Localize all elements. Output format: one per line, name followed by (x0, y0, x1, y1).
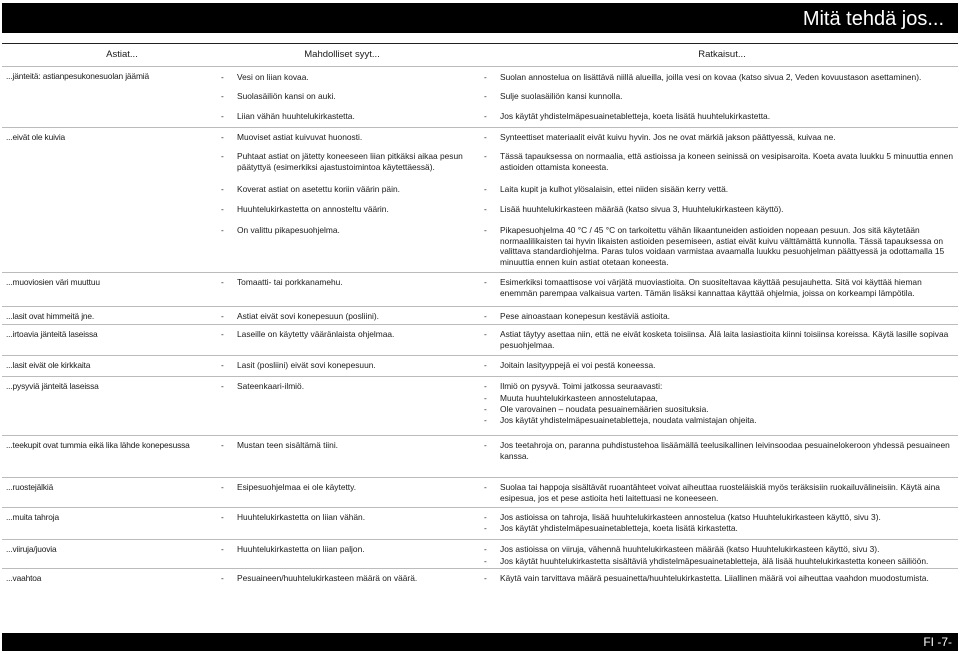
bullet-dash: - (484, 440, 487, 450)
table-row (2, 127, 958, 267)
cause-item-text: Huuhtelukirkastetta on liian paljon. (237, 544, 365, 554)
cause-item (221, 381, 483, 392)
bullet-dash: - (221, 111, 224, 121)
bullet-dash: - (221, 329, 224, 339)
problem-label: ...lasit eivät ole kirkkaita (6, 360, 91, 370)
solution-item-text: Joitain lasityyppejä ei voi pestä koneessa. (500, 360, 656, 370)
column-header-cause: Mahdolliset syyt... (304, 49, 380, 60)
solution-item-text: Jos astioissa on viiruja, vähennä huuhtelukirkasteen määrää (katso Huuhtelukirkasteen käyttö, sivu 3). (500, 544, 880, 554)
column-header-solution: Ratkaisut... (698, 49, 746, 60)
bullet-dash: - (221, 360, 224, 370)
cause-item (221, 440, 483, 451)
solution-item-text: Tässä tapauksessa on normaalia, että astioissa ja koneen seinissä on vesipisaroita. Koeta avata luukku 5 minuuttia ennen astioiden ottamista koneesta. (500, 151, 953, 172)
cause-item (221, 72, 483, 83)
cause-item (221, 329, 483, 340)
cause-item-text: Tomaatti- tai porkkanamehu. (237, 277, 343, 287)
column-header-problem: Astiat... (106, 49, 138, 60)
solution-item-text: Pese ainoastaan konepesun kestäviä astioita. (500, 311, 670, 321)
cause-item-text: Suolasäiliön kansi on auki. (237, 91, 336, 101)
problem-label: ...muita tahroja (6, 512, 59, 522)
table-row (2, 306, 958, 321)
table-row (2, 272, 958, 298)
solution-item (484, 184, 954, 195)
cause-item (221, 225, 483, 236)
troubleshooting-table (2, 43, 958, 583)
table-row (2, 324, 958, 350)
bullet-dash: - (221, 440, 224, 450)
cause-item-text: On valittu pikapesuohjelma. (237, 225, 340, 235)
table-row (2, 435, 958, 461)
bullet-dash: - (221, 311, 224, 321)
table-row (2, 539, 958, 566)
cause-item-text: Laseille on käytetty vääränlaista ohjelmaa. (237, 329, 395, 339)
solution-item (484, 556, 954, 567)
bullet-dash: - (221, 151, 224, 161)
cause-item-text: Vesi on liian kovaa. (237, 72, 309, 82)
bullet-dash: - (221, 381, 224, 391)
bullet-dash: - (221, 132, 224, 142)
cause-item (221, 132, 483, 143)
cause-item-text: Puhtaat astiat on jätetty koneeseen liian pitkäksi aikaa pesun päätyttyä (esimerkiksi ajastustoimintoa käytettäessä). (237, 151, 463, 172)
solution-item-text: Ole varovainen – noudata pesuainemäärien suosituksia. (500, 404, 709, 414)
bullet-dash: - (484, 360, 487, 370)
bullet-dash: - (484, 556, 487, 566)
solution-item (484, 393, 954, 404)
cause-item (221, 360, 483, 371)
problem-label: ...irtoavia jänteitä laseissa (6, 329, 98, 339)
solution-item-text: Lisää huuhtelukirkasteen määrää (katso sivua 3, Huuhtelukirkasteen käyttö). (500, 204, 784, 214)
problem-label: ...lasit ovat himmeitä jne. (6, 311, 95, 321)
bullet-dash: - (221, 482, 224, 492)
solution-item-text: Sulje suolasäiliön kansi kunnolla. (500, 91, 623, 101)
cause-item-text: Huuhtelukirkastetta on liian vähän. (237, 512, 366, 522)
solution-item (484, 132, 954, 143)
cause-item-text: Sateenkaari-ilmiö. (237, 381, 305, 391)
cause-item (221, 544, 483, 555)
solution-item (484, 111, 954, 122)
bullet-dash: - (484, 393, 487, 403)
cause-item-text: Huuhtelukirkastetta on annosteltu väärin. (237, 204, 389, 214)
bullet-dash: - (484, 225, 487, 235)
problem-label: ...muoviosien väri muuttuu (6, 277, 100, 287)
solution-item (484, 204, 954, 215)
solution-item (484, 381, 954, 392)
bullet-dash: - (221, 225, 224, 235)
solution-item (484, 573, 954, 584)
solution-item-text: Jos käytät huuhtelukirkastetta sisältäviä yhdistelmäpesuainetabletteja, älä lisää huuhtelukirkastetta koneen säiliöön. (500, 556, 929, 566)
bullet-dash: - (484, 381, 487, 391)
bullet-dash: - (221, 512, 224, 522)
bullet-dash: - (221, 573, 224, 583)
bullet-dash: - (484, 204, 487, 214)
table-row (2, 568, 958, 583)
solution-item (484, 440, 954, 461)
solution-item (484, 91, 954, 102)
solution-item (484, 482, 954, 503)
solution-item (484, 151, 954, 172)
solution-item (484, 523, 954, 534)
footer-bar (2, 633, 958, 651)
solution-item-text: Jos astioissa on tahroja, lisää huuhtelukirkasteen annostelua (katso Huuhtelukirkasteen käyttö, sivu 3). (500, 512, 881, 522)
table-row (2, 507, 958, 533)
cause-item (221, 573, 483, 584)
solution-item (484, 311, 954, 322)
problem-label: ...pysyviä jänteitä laseissa (6, 381, 99, 391)
solution-item (484, 512, 954, 523)
bullet-dash: - (484, 184, 487, 194)
bullet-dash: - (484, 311, 487, 321)
bullet-dash: - (484, 329, 487, 339)
page-title: Mitä tehdä jos... (802, 8, 944, 30)
cause-item-text: Liian vähän huuhtelukirkastetta. (237, 111, 355, 121)
solution-item (484, 225, 954, 267)
cause-item-text: Muoviset astiat kuivuvat huonosti. (237, 132, 363, 142)
solution-item-text: Jos käytät yhdistelmäpesuainetabletteja, noudata valmistajan ohjeita. (500, 415, 757, 425)
solution-item (484, 329, 954, 350)
solution-item (484, 360, 954, 371)
bullet-dash: - (221, 72, 224, 82)
cause-item (221, 482, 483, 493)
solution-item-text: Jos teetahroja on, paranna puhdistustehoa lisäämällä teelusikallinen leivinsoodaa pesuainelokeroon yhdessä pesuaineen kanssa. (500, 440, 950, 461)
solution-item-text: Pikapesuohjelma 40 °C / 45 °C on tarkoitettu vähän likaantuneiden astioiden nopeaan pesuun. Jos sitä käytetään normaalilikaisten tai hyvin likaisten astioiden pesemiseen, astiat eivät kuivu välttämättä kunnolla. Tässä tapauksessa on valittava standardiohjelma. Paras tulos voidaan varmistaa avaamalla luukku pesuohjelman päättyessä ja odottamalla 15 minuuttia ennen kuin astiat otetaan koneesta. (500, 225, 945, 267)
bullet-dash: - (484, 415, 487, 425)
bullet-dash: - (484, 512, 487, 522)
solution-item-text: Suolan annostelua on lisättävä niillä alueilla, joilla vesi on kovaa (katso sivua 2, Veden kovuustason asettaminen). (500, 72, 922, 82)
solution-item (484, 404, 954, 415)
bullet-dash: - (484, 111, 487, 121)
problem-label: ...viiruja/juovia (6, 544, 57, 554)
bullet-dash: - (484, 482, 487, 492)
cause-item-text: Lasit (posliini) eivät sovi konepesuun. (237, 360, 376, 370)
cause-item-text: Astiat eivät sovi konepesuun (posliini). (237, 311, 379, 321)
solution-item-text: Käytä vain tarvittava määrä pesuainetta/huuhtelukirkastetta. Liiallinen määrä voi aiheuttaa vaahdon muodostumista. (500, 573, 929, 583)
solution-item (484, 544, 954, 555)
problem-label: ...jänteitä: astianpesukonesuolan jäämiä (6, 71, 149, 81)
cause-item (221, 277, 483, 288)
solution-item-text: Esimerkiksi tomaattisose voi värjätä muoviastioita. On suositeltavaa käyttää pesujauhetta. Sitä voi käyttää hieman enemmän parempaa valkaisua varten. Tämän lisäksi kannattaa käyttää ohjelmia, joissa on korkeampi lämpötila. (500, 277, 922, 298)
problem-label: ...eivät ole kuivia (6, 132, 66, 142)
cause-item (221, 184, 483, 195)
bullet-dash: - (484, 91, 487, 101)
solution-item (484, 72, 954, 83)
bullet-dash: - (484, 404, 487, 414)
bullet-dash: - (221, 204, 224, 214)
bullet-dash: - (484, 132, 487, 142)
table-row (2, 355, 958, 370)
problem-label: ...ruostejälkiä (6, 482, 54, 492)
solution-item (484, 277, 954, 298)
solution-item-text: Jos käytät yhdistelmäpesuainetabletteja, koeta lisätä kirkastetta. (500, 523, 738, 533)
bullet-dash: - (221, 544, 224, 554)
table-row (2, 66, 958, 121)
cause-item (221, 311, 483, 322)
solution-item-text: Ilmiö on pysyvä. Toimi jatkossa seuraavasti: (500, 381, 663, 391)
bullet-dash: - (484, 523, 487, 533)
cause-item (221, 91, 483, 102)
cause-item (221, 512, 483, 523)
cause-item-text: Koverat astiat on asetettu koriin väärin päin. (237, 184, 400, 194)
solution-item-text: Jos käytät yhdistelmäpesuainetabletteja, koeta lisätä huuhtelukirkastetta. (500, 111, 771, 121)
table-row (2, 376, 958, 425)
problem-label: ...vaahtoa (6, 573, 42, 583)
solution-item-text: Muuta huuhtelukirkasteen annostelutapaa, (500, 393, 658, 403)
cause-item (221, 151, 483, 172)
cause-item-text: Esipesuohjelmaa ei ole käytetty. (237, 482, 357, 492)
bullet-dash: - (221, 277, 224, 287)
solution-item-text: Laita kupit ja kulhot ylösalaisin, ettei niiden sisään kerry vettä. (500, 184, 729, 194)
header-bar (2, 3, 958, 33)
problem-label: ...teekupit ovat tummia eikä lika lähde konepesussa (6, 440, 190, 450)
bullet-dash: - (484, 573, 487, 583)
cause-item (221, 111, 483, 122)
solution-item-text: Astiat täytyy asettaa niin, että ne eivät kosketa toisiinsa. Älä laita lasiastioita kiinni toisiinsa koreissa. Käytä lasille sopivaa pesuohjelmaa. (500, 329, 949, 350)
bullet-dash: - (221, 184, 224, 194)
bullet-dash: - (484, 277, 487, 287)
solution-item (484, 415, 954, 426)
solution-item-text: Suolaa tai happoja sisältävät ruoantähteet voivat aiheuttaa ruosteläiskiä myös teräksisiin ruokailuvälineisiin. Käytä aina esipesua, jos et pese astioita heti laitettuasi ne koneeseen. (500, 482, 940, 503)
solution-item-text: Synteettiset materiaalit eivät kuivu hyvin. Jos ne ovat märkiä jakson päättyessä, kuivaa ne. (500, 132, 836, 142)
bullet-dash: - (484, 151, 487, 161)
bullet-dash: - (484, 544, 487, 554)
bullet-dash: - (221, 91, 224, 101)
cause-item (221, 204, 483, 215)
cause-item-text: Mustan teen sisältämä tiini. (237, 440, 339, 450)
table-row (2, 477, 958, 503)
page-number: FI -7- (923, 635, 952, 649)
cause-item-text: Pesuaineen/huuhtelukirkasteen määrä on väärä. (237, 573, 418, 583)
bullet-dash: - (484, 72, 487, 82)
